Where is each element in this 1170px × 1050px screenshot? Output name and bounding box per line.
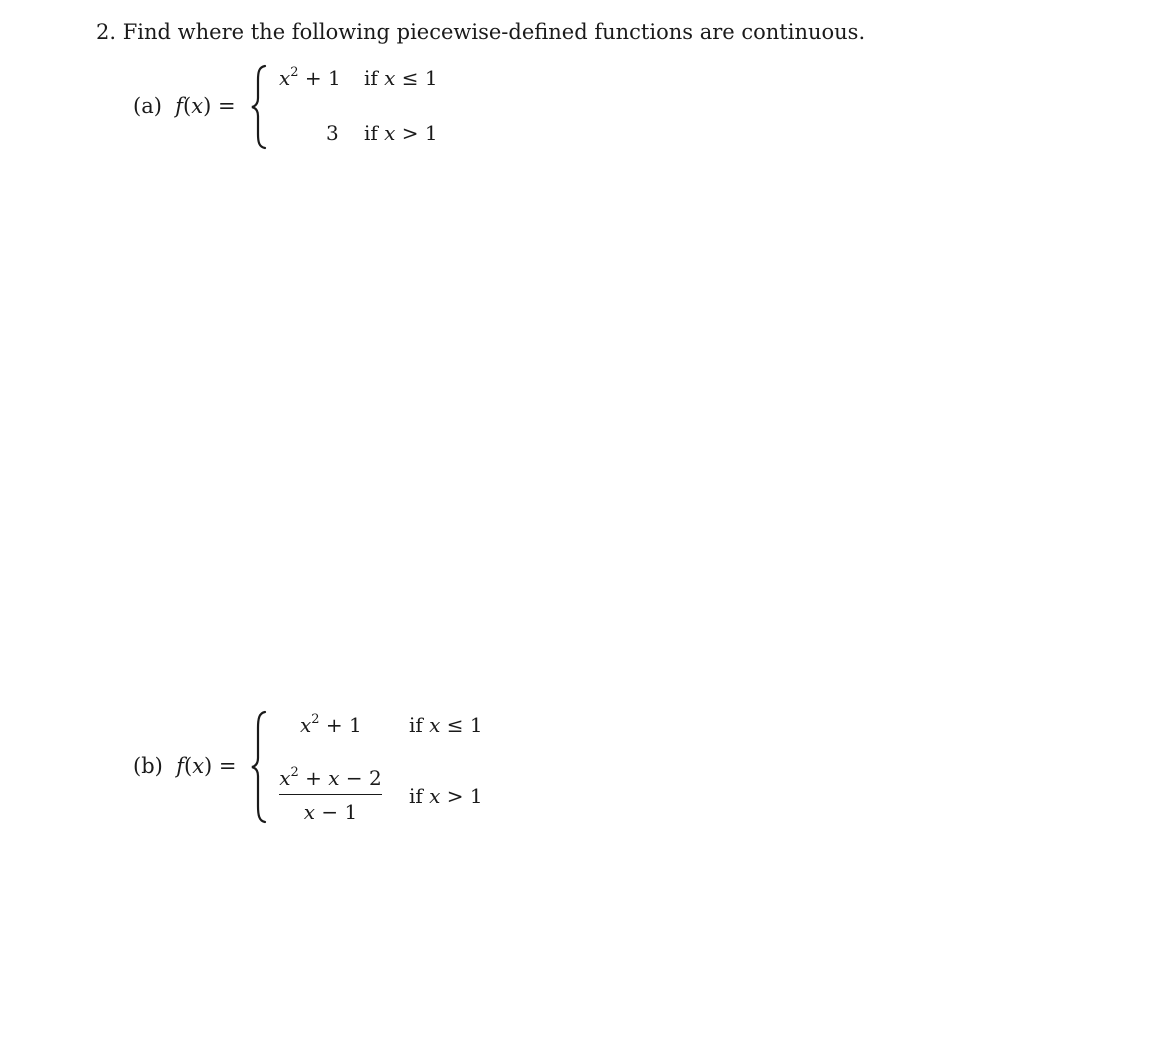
part-b-label: (b) <box>133 754 163 778</box>
variable-x: x <box>192 754 205 778</box>
part-b-lhs <box>133 754 237 778</box>
part-b-case2-fraction <box>279 766 382 824</box>
equals-sign: = <box>217 94 236 118</box>
part-a-case2-condition: if x > 1 <box>364 121 438 145</box>
problem-text: Find where the following piecewise-defined functions are continuous. <box>122 20 866 44</box>
part-b-case1-expr: $x^2 + 1$ <box>300 712 362 737</box>
close-paren: ) <box>204 754 213 778</box>
left-brace-a <box>250 64 268 150</box>
left-brace-b <box>250 710 268 824</box>
open-paren: ( <box>183 754 193 778</box>
part-a-case1-condition: if x ≤ 1 <box>364 66 438 90</box>
fraction-numerator: $x^2 + x - 2$ <box>279 765 382 790</box>
part-a-case2-expr: 3 <box>326 121 339 145</box>
function-name: f <box>175 94 184 118</box>
variable-x: x <box>191 94 204 118</box>
close-paren: ) <box>203 94 212 118</box>
equals-sign: = <box>218 754 237 778</box>
part-a-case1-expr: $x^2 + 1$ <box>279 65 341 90</box>
part-a-lhs <box>133 94 236 118</box>
fraction-denominator: x − 1 <box>303 800 358 824</box>
fraction-bar <box>279 794 382 795</box>
function-name: f <box>176 754 184 778</box>
problem-number: 2. <box>96 20 117 44</box>
open-paren: ( <box>183 94 192 118</box>
part-b-case2-condition: if x > 1 <box>409 784 483 808</box>
part-a-label: (a) <box>133 94 162 118</box>
problem-statement <box>96 20 865 44</box>
part-b-case1-condition: if x ≤ 1 <box>409 713 483 737</box>
